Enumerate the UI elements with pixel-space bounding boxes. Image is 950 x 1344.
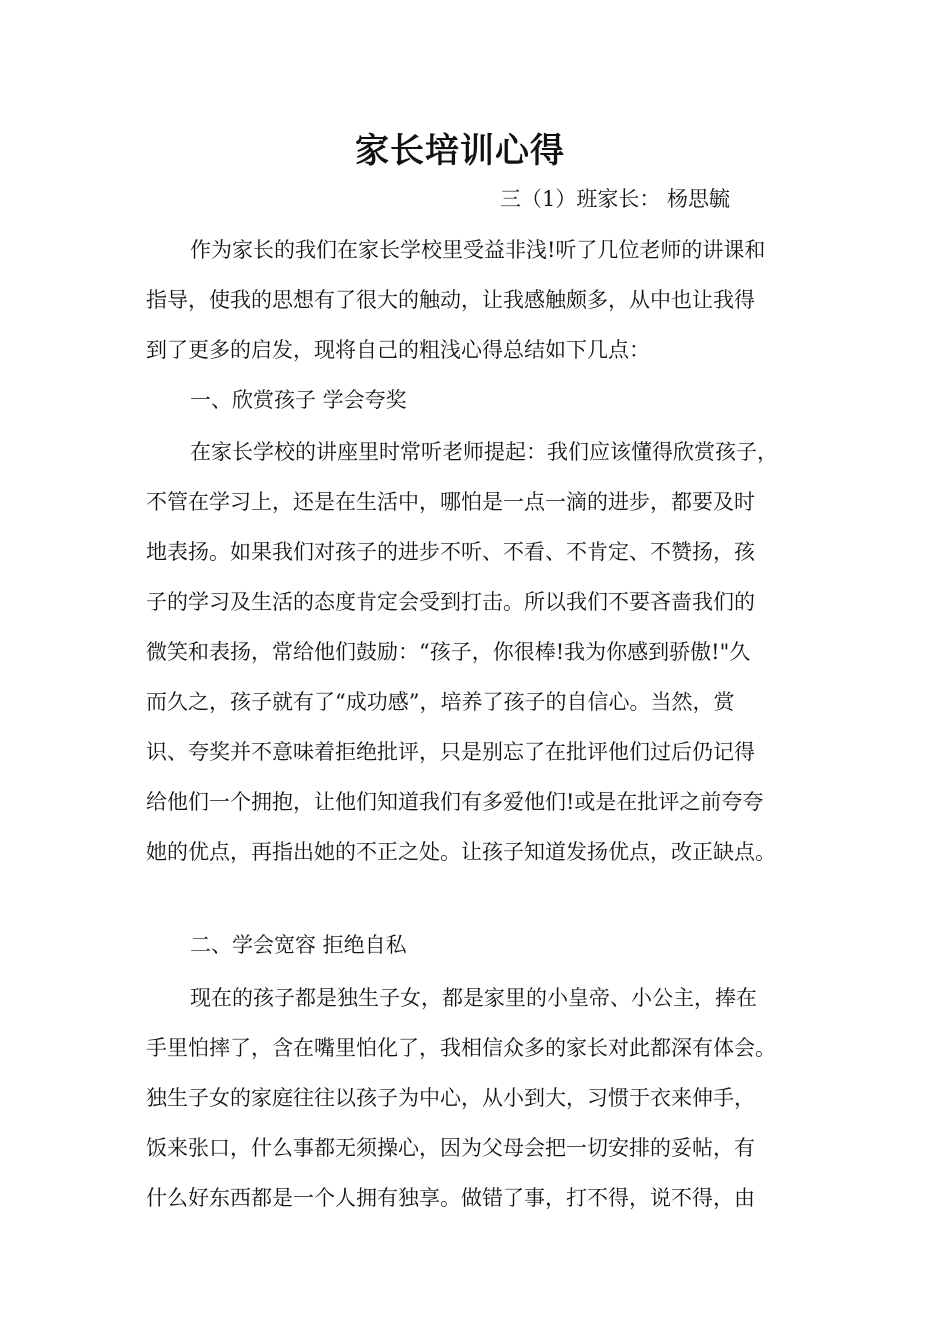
text-line: 现在的孩子都是独生子女，都是家里的小皇帝、小公主，捧在 (190, 986, 757, 1010)
text-line: 饭来张口，什么事都无须操心，因为父母会把一切安排的妥帖，有 (146, 1136, 755, 1160)
author-line: 三（1）班家长： 杨思毓 (500, 187, 731, 211)
text-line: 指导，使我的思想有了很大的触动，让我感触颇多，从中也让我得 (146, 288, 755, 312)
text-line: 一、欣赏孩子 学会夸奖 (190, 388, 407, 412)
text-line: 作为家长的我们在家长学校里受益非浅!听了几位老师的讲课和 (190, 238, 766, 262)
text-line: 什么好东西都是一个人拥有独享。做错了事，打不得，说不得，由 (146, 1186, 755, 1210)
text-line: 地表扬。如果我们对孩子的进步不听、不看、不肯定、不赞扬，孩 (146, 540, 755, 564)
text-line: 不管在学习上，还是在生活中，哪怕是一点一滴的进步，都要及时 (146, 490, 755, 514)
text-line: 而久之，孩子就有了“成功感”，培养了孩子的自信心。当然，赏 (146, 690, 735, 714)
text-line: 识、夸奖并不意味着拒绝批评，只是别忘了在批评他们过后仍记得 (146, 740, 755, 764)
text-line: 到了更多的启发，现将自己的粗浅心得总结如下几点： (146, 338, 650, 362)
text-line: 她的优点，再指出她的不正之处。让孩子知道发扬优点，改正缺点。 (146, 840, 776, 864)
text-line: 子的学习及生活的态度肯定会受到打击。所以我们不要吝啬我们的 (146, 590, 755, 614)
text-line: 给他们一个拥抱，让他们知道我们有多爱他们!或是在批评之前夸夸 (146, 790, 764, 814)
text-line: 二、学会宽容 拒绝自私 (190, 933, 407, 957)
text-line: 微笑和表扬，常给他们鼓励：“孩子，你很棒!我为你感到骄傲!"久 (146, 640, 751, 664)
text-line: 独生子女的家庭往往以孩子为中心，从小到大，习惯于衣来伸手， (146, 1086, 755, 1110)
document-title: 家长培训心得 (355, 131, 565, 171)
text-line: 手里怕摔了，含在嘴里怕化了，我相信众多的家长对此都深有体会。 (146, 1036, 776, 1060)
text-line: 在家长学校的讲座里时常听老师提起：我们应该懂得欣赏孩子， (190, 440, 778, 464)
